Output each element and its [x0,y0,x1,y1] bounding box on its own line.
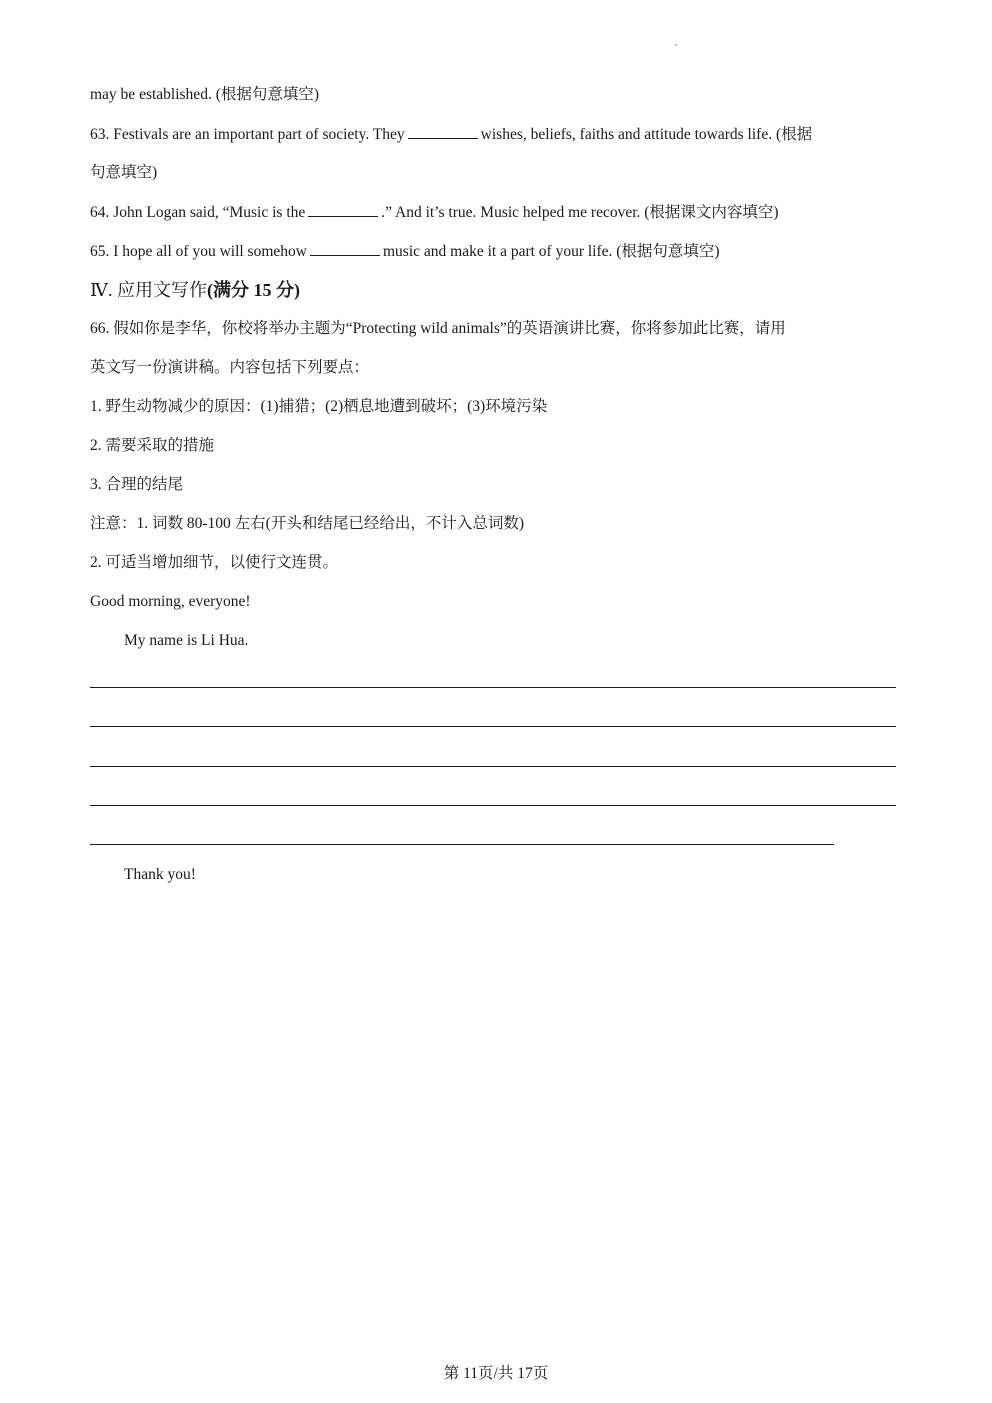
writing-line-5[interactable] [90,844,834,845]
q65-blank[interactable] [310,241,380,256]
q63-blank[interactable] [408,124,478,139]
q66-note-2: 2. 可适当增加细节，以使行文连贯。 [90,554,339,571]
writing-line-2[interactable] [90,726,896,727]
q66-note-1: 注意：1. 词数 80-100 左右(开头和结尾已经给出，不计入总词数) [90,515,524,532]
question-63 [90,124,812,145]
q65-text-before: 65. I hope all of you will somehow [90,243,307,260]
q62-continuation: may be established. (根据句意填空) [90,86,320,103]
q66-point-1: 1. 野生动物减少的原因：(1)捕猎；(2)栖息地遭到破坏；(3)环境污染 [90,398,548,415]
page-number-footer: 第 11页/共 17页 [443,1365,549,1382]
q64-text-before: 64. John Logan said, “Music is the [90,204,306,221]
question-65 [90,241,720,262]
q63-continuation: 句意填空) [90,164,158,181]
section-4-title: Ⅳ. 应用文写作 [90,280,207,300]
q66-prompt-line-1: 66. 假如你是李华，你校将举办主题为“Protecting wild animals”的英语演讲比赛，你将参加此比赛，请用 [90,320,786,337]
speech-intro: My name is Li Hua. [124,632,249,649]
q65-text-after: music and make it a part of your life. (根据句意填空) [382,243,720,260]
speech-closing: Thank you! [124,866,196,883]
scan-speck [675,44,677,46]
writing-line-4[interactable] [90,805,896,806]
q66-prompt-line-2: 英文写一份演讲稿。内容包括下列要点： [90,359,370,376]
section-4-score-open: (满分 [206,280,249,300]
question-64 [90,202,779,223]
q66-point-2: 2. 需要采取的措施 [90,437,215,454]
section-4-heading [90,278,300,302]
q64-text-after: .” And it’s true. Music helped me recover. (根据课文内容填空) [381,204,779,221]
writing-line-1[interactable] [90,687,896,688]
q63-text-after: wishes, beliefs, faiths and attitude towards life. (根据 [480,126,813,143]
writing-line-3[interactable] [90,766,896,767]
section-4-score-number: 15 [253,280,272,300]
q64-blank[interactable] [308,202,378,217]
speech-greeting: Good morning, everyone! [90,593,251,610]
section-4-score-close: 分) [275,280,300,300]
q63-text-before: 63. Festivals are an important part of society. They [90,126,405,143]
q66-point-3: 3. 合理的结尾 [90,476,184,493]
